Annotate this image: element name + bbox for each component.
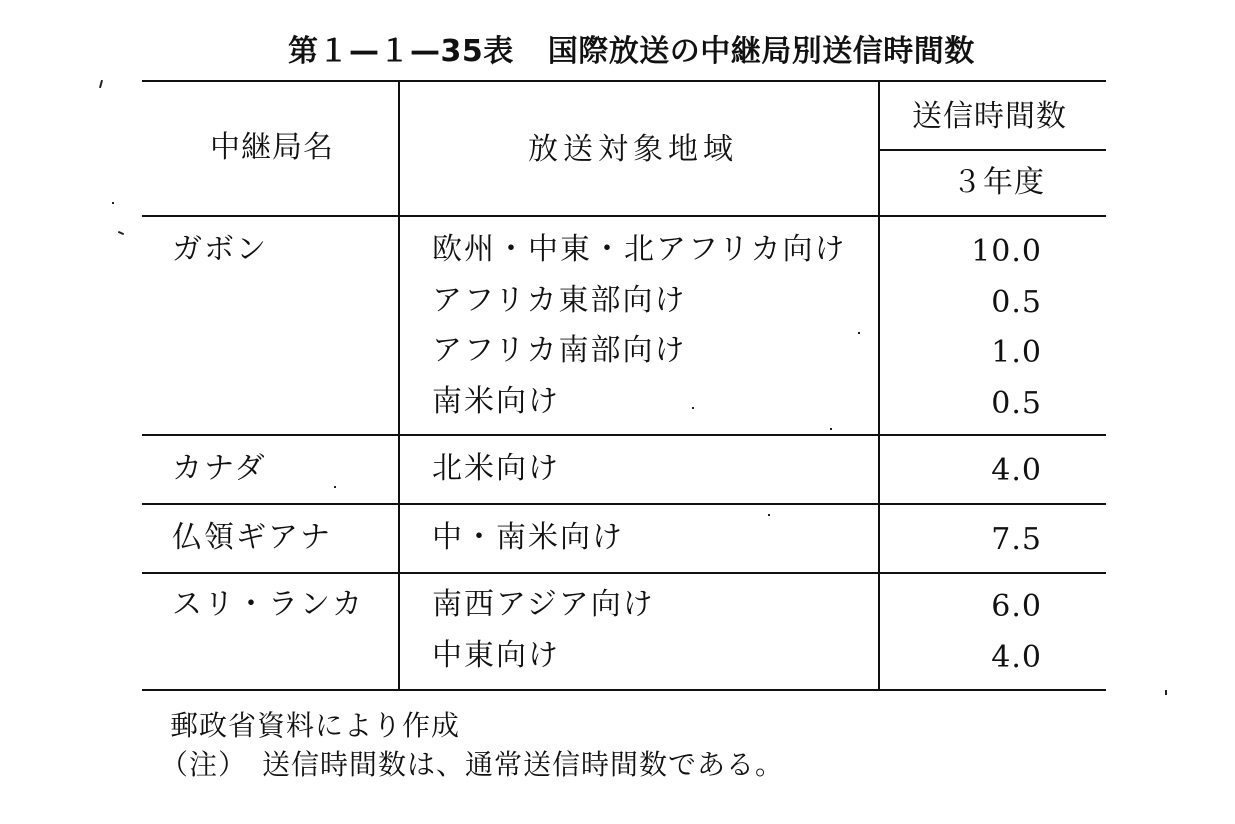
scan-speck [858, 332, 860, 334]
hours-list [900, 582, 1042, 683]
group-rule-2 [142, 503, 1106, 505]
hours-cell [900, 515, 1042, 566]
scan-speck [768, 514, 770, 516]
scan-speck [118, 231, 124, 235]
column-rule-1 [398, 80, 400, 691]
region-list [432, 225, 847, 427]
table-bottom-rule [142, 689, 1106, 691]
region-cell: 欧州・中東・北アフリカ向け [432, 232, 847, 267]
scan-speck [1165, 690, 1167, 695]
region-cell: 南米向け [432, 383, 560, 419]
station-name: カナダ [172, 451, 267, 486]
station-name: 仏領ギアナ [172, 520, 332, 555]
header-hours: 送信時間数 [912, 99, 1067, 134]
footnote: （注） 送信時間数は、通常送信時間数である。 [160, 748, 785, 781]
hours-cell: 1.0 [991, 335, 1042, 370]
hours-header-rule [880, 149, 1106, 151]
hours-cell: 10.0 [971, 234, 1042, 269]
scan-speck [334, 486, 336, 488]
hours-text: 7.5 [991, 522, 1042, 557]
scan-speck [112, 202, 114, 204]
scan-speck [99, 80, 103, 88]
table-title [288, 26, 975, 70]
region-text: 北米向け [432, 451, 560, 486]
scan-speck [692, 407, 694, 409]
region-cell [432, 513, 624, 564]
hours-list [900, 227, 1042, 429]
header-region: 放送対象地域 [528, 132, 738, 167]
region-cell [432, 444, 560, 495]
header-bottom-rule [142, 215, 1106, 217]
header-station: 中継局名 [210, 130, 334, 165]
column-rule-2 [878, 80, 880, 691]
scan-speck [830, 428, 832, 430]
hours-cell: 4.0 [991, 639, 1042, 675]
source-note: 郵政省資料により作成 [170, 709, 461, 742]
group-rule-3 [142, 572, 1106, 574]
region-cell: 南西アジア向け [432, 587, 655, 622]
table-number: 第１—１—35表 [288, 34, 514, 69]
station-name: スリ・ランカ [172, 587, 364, 622]
region-cell: アフリカ南部向け [432, 333, 687, 368]
hours-cell: 0.5 [991, 284, 1042, 320]
hours-cell [900, 446, 1042, 497]
region-cell: アフリカ東部向け [432, 282, 687, 318]
hours-cell: 6.0 [991, 589, 1042, 624]
group-rule-1 [142, 434, 1106, 436]
station-name: ガボン [172, 232, 268, 267]
region-cell: 中東向け [432, 637, 560, 673]
region-text: 中・南米向け [432, 520, 624, 555]
table-top-rule [142, 80, 1106, 82]
hours-cell: 0.5 [991, 385, 1042, 421]
table-title-text: 国際放送の中継局別送信時間数 [547, 34, 975, 69]
hours-text: 4.0 [991, 453, 1042, 488]
region-list [432, 580, 655, 681]
header-year: ３年度 [952, 165, 1045, 200]
